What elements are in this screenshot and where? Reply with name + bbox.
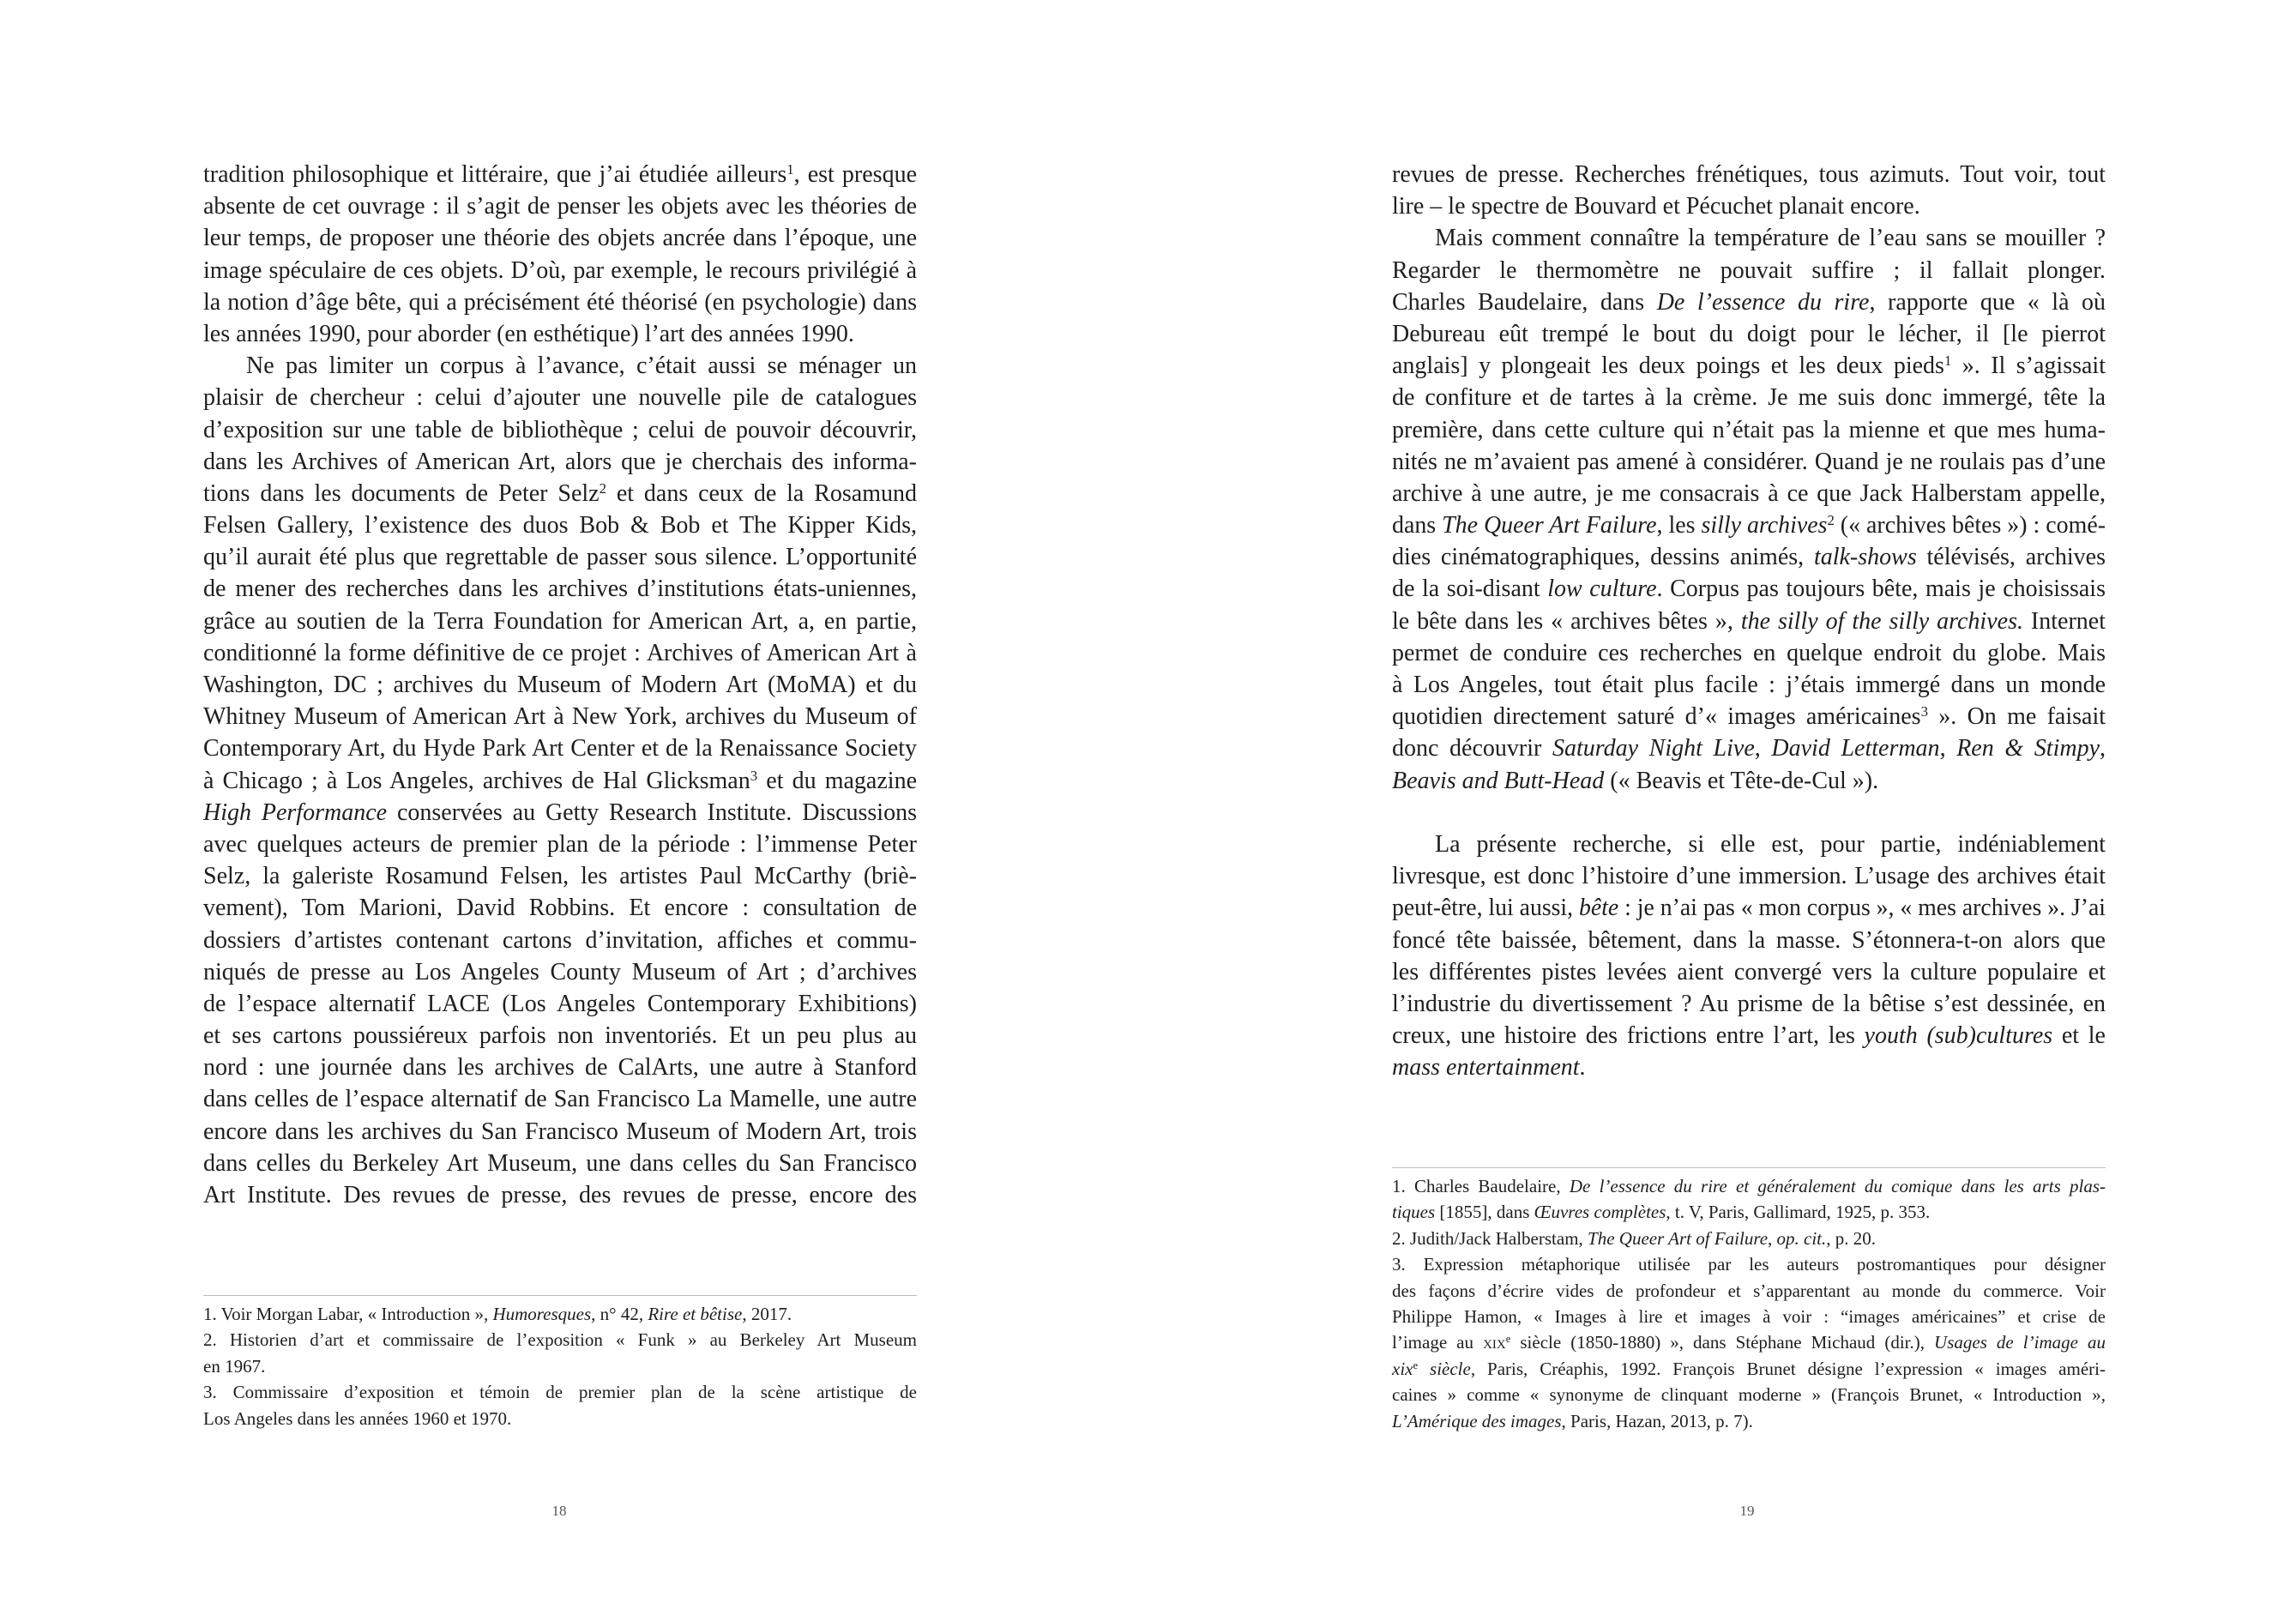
- text-line: [1392, 286, 2106, 318]
- text-line: [1392, 1329, 2106, 1355]
- text-run: de mener des recherches dans les archives d’institutions états-uniennes,: [203, 575, 917, 603]
- text-line: [1392, 1052, 2106, 1083]
- text-run: , les: [1656, 512, 1702, 539]
- text-run: Felsen Gallery, l’existence des duos Bob & Bob et The Kipper Kids,: [203, 512, 917, 539]
- text-line: [203, 1020, 917, 1052]
- text-run: nord : une journée dans les archives de CalArts, une autre à Stanford: [203, 1054, 917, 1082]
- text-run: xix: [1483, 1332, 1506, 1353]
- text-run: les différentes pistes levées aient convergé vers la culture populaire et: [1392, 958, 2106, 985]
- italic-text: Humoresques: [492, 1304, 592, 1324]
- footnotes: [1392, 1173, 2106, 1434]
- text-line: [203, 1353, 917, 1379]
- text-line: [203, 956, 917, 988]
- italic-text: bête: [1579, 895, 1619, 922]
- text-line: [203, 1083, 917, 1115]
- text-line: [203, 1116, 917, 1148]
- text-run: dans celles de l’espace alternatif de San Francisco La Mamelle, une autre: [203, 1086, 917, 1113]
- text-line: [1392, 255, 2106, 286]
- text-line: [1392, 701, 2106, 732]
- text-line: [203, 541, 917, 573]
- text-run: Art Institute. Des revues de presse, des revues de presse, encore des: [203, 1182, 917, 1208]
- text-run: tradition philosophique et littéraire, que j’ai étudiée ailleurs: [203, 161, 787, 188]
- text-line: [1392, 956, 2106, 988]
- text-run: première, dans cette culture qui n’était pas la mienne et que mes huma-: [1392, 416, 2106, 443]
- text-run: et du magazine: [757, 767, 917, 794]
- body-text: [203, 159, 917, 1211]
- text-run: de l’espace alternatif LACE (Los Angeles Contemporary Exhibitions): [203, 990, 917, 1017]
- italic-text: Ren & Stimpy: [1956, 735, 2100, 762]
- text-line: [1392, 988, 2106, 1020]
- text-line: [1392, 1304, 2106, 1329]
- italic-text: High Performance: [203, 798, 388, 826]
- text-run: (« archives bêtes ») : comé-: [1834, 512, 2106, 539]
- text-run: 2. Historien d’art et commissaire de l’exposition « Funk » au Berkeley Art Museum: [203, 1329, 917, 1351]
- text-line: [1392, 478, 2106, 509]
- text-line: [203, 988, 917, 1020]
- text-run: plaisir de chercheur : celui d’ajouter une nouvelle pile de catalogues: [203, 384, 917, 412]
- text-run: , Paris, Hazan, 2013, p. 7).: [1561, 1410, 1753, 1431]
- text-line: [203, 765, 917, 797]
- text-line: [1392, 1356, 2106, 1382]
- text-run: ». Il s’agissait: [1951, 353, 2106, 380]
- text-run: dans les Archives of American Art, alors que je cherchais des informa-: [203, 448, 917, 475]
- text-run: permet de conduire ces recherches en quelque endroit du globe. Mais: [1392, 639, 2106, 666]
- text-run: revues de presse. Recherches frénétiques, tous azimuts. Tout voir, tout: [1392, 161, 2106, 188]
- text-line: [203, 1406, 917, 1431]
- text-run: les années 1990, pour aborder (en esthétique) l’art des années 1990.: [203, 320, 854, 347]
- text-line: [203, 1301, 917, 1327]
- text-line: [203, 732, 917, 764]
- text-line: [1392, 190, 2106, 222]
- text-run: livresque, est donc l’histoire d’une immersion. L’usage des archives était: [1392, 863, 2106, 890]
- text-line: [203, 222, 917, 254]
- text-run: Washington, DC ; archives du Museum of Modern Art (MoMA) et du: [203, 672, 917, 698]
- footnotes: [203, 1301, 917, 1431]
- text-run: de confiture et de tartes à la crème. Je me suis donc immergé, tête la: [1392, 384, 2106, 412]
- text-run: .: [1579, 1054, 1586, 1082]
- text-line: [1392, 606, 2106, 637]
- text-run: foncé tête baissée, bêtement, dans la masse. S’étonnera-t-on alors que: [1392, 926, 2106, 954]
- footnote-separator: [203, 1295, 917, 1296]
- text-line: [203, 925, 917, 956]
- text-run: ,: [1939, 735, 1957, 762]
- text-run: . Corpus pas toujours bête, mais je choisissais: [1656, 575, 2106, 603]
- italic-text: De l’essence du rire: [1656, 288, 1870, 316]
- text-line: [1392, 1226, 2106, 1251]
- text-run: , 2017.: [742, 1304, 792, 1324]
- text-run: le bête dans les « archives bêtes »,: [1392, 607, 1741, 635]
- footnote-ref: 3: [1920, 702, 1928, 720]
- italic-text: The Queer Art of Failure: [1588, 1227, 1769, 1249]
- text-line: [1392, 1408, 2106, 1434]
- text-line: [203, 669, 917, 701]
- page-number: 19: [1739, 1503, 1755, 1519]
- text-line: [203, 829, 917, 860]
- italic-text: op. cit.: [1776, 1227, 1827, 1249]
- text-line: [1392, 732, 2106, 764]
- right-page: [1148, 0, 2295, 1621]
- text-run: 2. Judith/Jack Halberstam,: [1392, 1227, 1588, 1249]
- text-line: [1392, 222, 2106, 254]
- text-run: dossiers d’artistes contenant cartons d’invitation, affiches et commu-: [203, 926, 917, 954]
- text-run: Regarder le thermomètre ne pouvait suffire ; il fallait plonger.: [1392, 256, 2106, 284]
- text-run: à Los Angeles, tout était plus facile : j’étais immergé dans un monde: [1392, 672, 2106, 698]
- text-run: en 1967.: [203, 1355, 266, 1377]
- text-line: [203, 318, 917, 350]
- text-run: télévisés, archives: [1916, 544, 2106, 571]
- text-run: Charles Baudelaire, dans: [1392, 288, 1657, 316]
- text-run: Whitney Museum of American Art à New York, archives du Museum of: [203, 703, 917, 731]
- text-run: , est presque: [793, 161, 917, 188]
- text-line: [203, 286, 917, 318]
- text-run: niqués de presse au Los Angeles County Museum of Art ; d’archives: [203, 958, 917, 985]
- text-line: [203, 509, 917, 541]
- italic-text: tiques: [1392, 1202, 1436, 1223]
- text-line: [1392, 1173, 2106, 1199]
- text-run: archive à une autre, je me consacrais à ce que Jack Halberstam appelle,: [1392, 479, 2106, 507]
- text-line: [1392, 382, 2106, 413]
- footnote-ref: 3: [750, 767, 758, 784]
- text-run: dans celles du Berkeley Art Museum, une dans celles du San Francisco: [203, 1149, 917, 1177]
- footnote-ref: 2: [599, 479, 606, 497]
- text-line: [203, 1379, 917, 1405]
- text-run: des façons d’écrire vides de profondeur et s’apparentant au monde du commerce. Voir: [1392, 1280, 2106, 1301]
- text-line: [1392, 892, 2106, 924]
- italic-text: siècle: [1418, 1358, 1471, 1379]
- text-line: [1392, 1020, 2106, 1052]
- italic-text: De l’essence du rire et généralement du comique dans les arts plas-: [1569, 1176, 2106, 1196]
- text-run: peut-être, lui aussi,: [1392, 895, 1580, 922]
- text-line: [203, 159, 917, 190]
- text-run: Selz, la galeriste Rosamund Felsen, les artistes Paul McCarthy (briè-: [203, 863, 917, 890]
- text-line: [1392, 765, 2106, 797]
- text-line: [1392, 925, 2106, 956]
- text-run: Internet: [2022, 607, 2106, 635]
- italic-text: David Letterman: [1771, 735, 1940, 762]
- text-run: 3. Commissaire d’exposition et témoin de premier plan de la scène artistique de: [203, 1382, 917, 1403]
- text-run: Los Angeles dans les années 1960 et 1970.: [203, 1407, 512, 1429]
- text-line: [203, 606, 917, 637]
- text-run: conservées au Getty Research Institute. Discussions: [387, 798, 917, 826]
- text-line: [1392, 573, 2106, 605]
- italic-text: silly archives: [1701, 512, 1828, 539]
- text-run: dies cinématographiques, dessins animés,: [1392, 544, 1814, 571]
- text-run: l’industrie du divertissement ? Au prisme de la bêtise s’est dessinée, en: [1392, 990, 2106, 1017]
- text-run: et dans ceux de la Rosamund: [606, 479, 917, 507]
- text-run: , n° 42,: [591, 1304, 648, 1324]
- text-run: l’image au: [1392, 1332, 1484, 1353]
- text-line: [203, 1052, 917, 1083]
- text-run: Debureau eût trempé le bout du doigt pour le lécher, il [le pierrot: [1392, 320, 2106, 347]
- text-line: [203, 573, 917, 605]
- footnote-ref: 2: [1827, 511, 1835, 528]
- text-run: quotidien directement saturé d’« images américaines: [1392, 703, 1921, 731]
- text-run: et le: [2052, 1022, 2106, 1050]
- text-line: [1392, 159, 2106, 190]
- page-number: 18: [551, 1503, 567, 1519]
- text-line: [1392, 1251, 2106, 1277]
- italic-text: Œuvres complètes: [1534, 1202, 1666, 1223]
- text-run: ». On me faisait: [1927, 703, 2106, 731]
- text-run: avec quelques acteurs de premier plan de la période : l’immense Peter: [203, 830, 917, 858]
- text-line: [1392, 541, 2106, 573]
- text-line: [203, 892, 917, 924]
- text-run: absente de cet ouvrage : il s’agit de penser les objets avec les théories de: [203, 193, 917, 220]
- footnote-ref: 1: [1943, 352, 1952, 369]
- text-run: , t. V, Paris, Gallimard, 1925, p. 353.: [1666, 1202, 1931, 1223]
- footnote-ref: 1: [786, 160, 794, 178]
- text-run: creux, une histoire des frictions entre l’art, les: [1392, 1022, 1865, 1050]
- italic-text: Saturday Night Live: [1552, 735, 1755, 762]
- text-line: [203, 478, 917, 509]
- text-line: [203, 1148, 917, 1179]
- text-run: , Paris, Créaphis, 1992. François Brunet désigne l’expression « images améri-: [1470, 1358, 2106, 1379]
- text-line: [1392, 350, 2106, 382]
- text-run: Contemporary Art, du Hyde Park Art Center et de la Renaissance Society: [203, 735, 917, 762]
- text-run: Ne pas limiter un corpus à l’avance, c’était aussi se ménager un: [246, 353, 917, 380]
- text-run: 1. Charles Baudelaire,: [1392, 1176, 1570, 1196]
- italic-text: Beavis and Butt-Head: [1392, 767, 1605, 794]
- text-line: [203, 860, 917, 892]
- italic-text: Usages de l’image au: [1934, 1332, 2106, 1353]
- text-line: [1392, 1382, 2106, 1407]
- text-line: [1392, 829, 2106, 860]
- text-line: [1392, 414, 2106, 446]
- text-line: [203, 190, 917, 222]
- italic-text: L’Amérique des images: [1392, 1410, 1562, 1431]
- text-run: [1855], dans: [1435, 1202, 1534, 1223]
- body-text: [1392, 159, 2106, 1083]
- text-run: Mais comment connaître la température de l’eau sans se mouiller ?: [1435, 225, 2106, 252]
- text-run: tions dans les documents de Peter Selz: [203, 479, 600, 507]
- text-run: grâce au soutien de la Terra Foundation for American Art, a, en partie,: [203, 607, 917, 635]
- text-run: caines » comme « synonyme de clinquant moderne » (François Brunet, « Introduction »,: [1392, 1384, 2106, 1406]
- text-run: lire – le spectre de Bouvard et Pécuchet planait encore.: [1392, 193, 1920, 220]
- text-run: image spéculaire de ces objets. D’où, par exemple, le recours privilégié à: [203, 256, 917, 284]
- text-run: nités ne m’avaient pas amené à considérer. Quand je ne roulais pas d’une: [1392, 448, 2106, 475]
- text-run: siècle (1850-1880) », dans Stéphane Michaud (dir.),: [1510, 1332, 1935, 1353]
- text-run: : je n’ai pas « mon corpus », « mes archives ». J’ai: [1618, 895, 2106, 922]
- text-run: anglais] y plongeait les deux poings et les deux pieds: [1392, 353, 1944, 380]
- text-line: [1392, 669, 2106, 701]
- text-run: (« Beavis et Tête-de-Cul »).: [1604, 767, 1879, 794]
- text-line: [1392, 1199, 2106, 1225]
- italic-text: mass entertainment: [1392, 1054, 1580, 1082]
- text-run: la notion d’âge bête, qui a précisément été théorisé (en psychologie) dans: [203, 288, 917, 316]
- text-run: ,: [2100, 735, 2106, 762]
- text-run: encore dans les archives du San Francisco Museum of Modern Art, trois: [203, 1118, 917, 1145]
- text-line: [203, 701, 917, 732]
- text-run: conditionné la forme définitive de ce projet : Archives of American Art à: [203, 639, 917, 666]
- text-line: [203, 382, 917, 413]
- text-run: La présente recherche, si elle est, pour partie, indéniablement: [1435, 830, 2106, 858]
- text-line: [203, 797, 917, 829]
- italic-text: low culture: [1547, 575, 1657, 603]
- text-line: [203, 350, 917, 382]
- text-line: [203, 1327, 917, 1353]
- text-run: 3. Expression métaphorique utilisée par les auteurs postromantiques pour désigner: [1392, 1254, 2106, 1275]
- italic-text: the silly of the silly archives.: [1740, 607, 2023, 635]
- italic-text: talk-shows: [1813, 544, 1917, 571]
- italic-text: youth (sub)cultures: [1864, 1022, 2053, 1050]
- italic-text: xix: [1392, 1358, 1413, 1379]
- text-run: 1. Voir Morgan Labar, « Introduction »,: [203, 1304, 493, 1324]
- text-run: , p. 20.: [1826, 1227, 1877, 1249]
- text-run: donc découvrir: [1392, 735, 1552, 762]
- text-run: qu’il aurait été plus que regrettable de passer sous silence. L’opportunité: [203, 544, 917, 571]
- text-run: et ses cartons poussiéreux parfois non inventoriés. Et un peu plus au: [203, 1022, 917, 1050]
- text-line: [203, 637, 917, 669]
- text-line: [1392, 860, 2106, 892]
- text-run: dans: [1392, 512, 1443, 539]
- text-line: [203, 446, 917, 478]
- italic-text: The Queer Art Failure: [1442, 512, 1657, 539]
- text-line: [1392, 637, 2106, 669]
- text-line: [203, 1179, 917, 1211]
- text-run: Philippe Hamon, « Images à lire et images à voir : “images américaines” et crise de: [1392, 1305, 2106, 1327]
- text-run: ,: [1768, 1227, 1777, 1249]
- text-run: vement), Tom Marioni, David Robbins. Et encore : consultation de: [203, 895, 917, 922]
- footnote-separator: [1392, 1167, 2106, 1168]
- text-run: ,: [1754, 735, 1772, 762]
- text-line: [1392, 797, 2106, 829]
- text-run: , rapporte que « là où: [1869, 288, 2106, 316]
- text-line: [1392, 509, 2106, 541]
- text-line: [203, 414, 917, 446]
- text-run: de la soi-disant: [1392, 575, 1548, 603]
- footnote-ref: e: [1413, 1359, 1419, 1371]
- text-line: [1392, 446, 2106, 478]
- text-line: [1392, 1278, 2106, 1304]
- text-run: d’exposition sur une table de bibliothèque ; celui de pouvoir découvrir,: [203, 416, 917, 443]
- text-line: [203, 255, 917, 286]
- text-run: à Chicago ; à Los Angeles, archives de Hal Glicksman: [203, 767, 750, 794]
- text-run: leur temps, de proposer une théorie des objets ancrée dans l’époque, une: [203, 225, 917, 252]
- text-line: [1392, 318, 2106, 350]
- italic-text: Rire et bêtise: [648, 1304, 743, 1324]
- footnote-ref: e: [1505, 1333, 1511, 1346]
